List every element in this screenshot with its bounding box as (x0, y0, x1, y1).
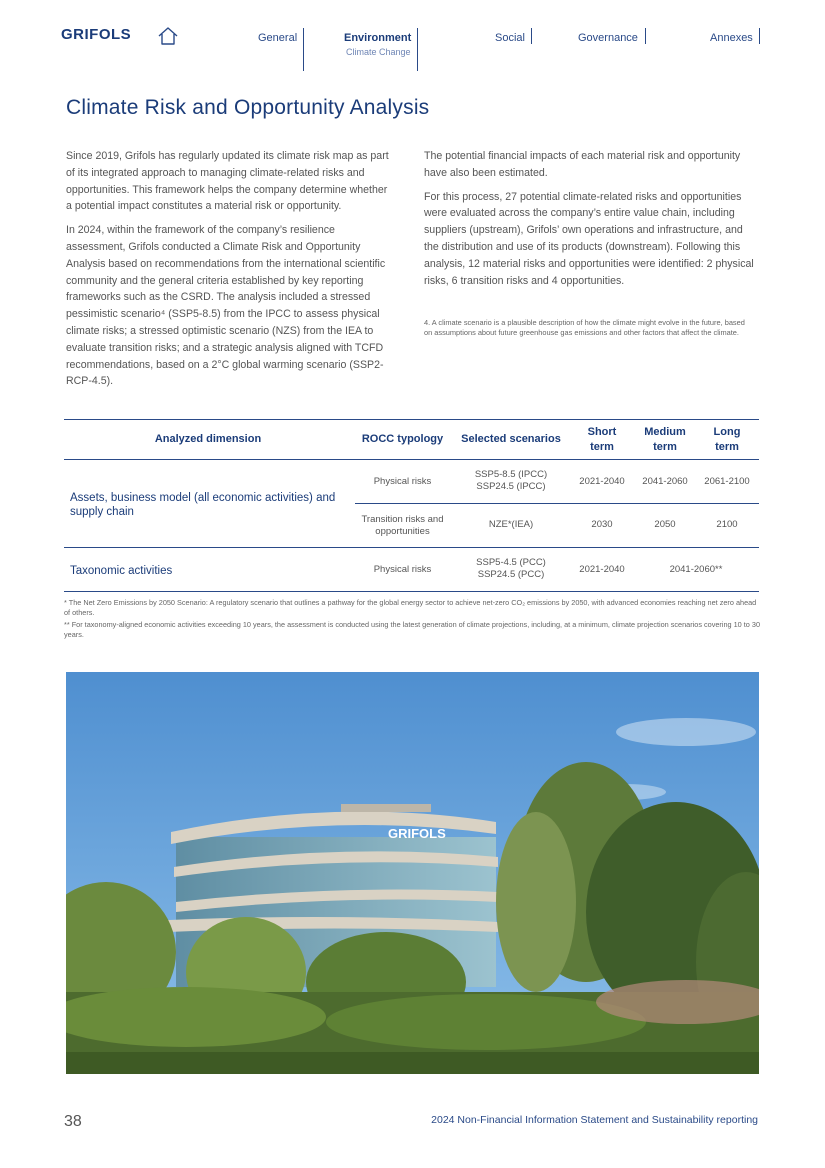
nav-divider (645, 28, 646, 44)
row2-dimension: Taxonomic activities (70, 565, 173, 577)
row2-scen1: SSP5-4.5 (PCC) (476, 557, 546, 568)
nav-divider (531, 28, 532, 44)
page-title: Climate Risk and Opportunity Analysis (66, 96, 430, 119)
th-long-l1: Long (713, 426, 741, 438)
row2-typology: Physical risks (373, 564, 432, 575)
nav-governance[interactable]: Governance (578, 32, 638, 44)
table-rule (64, 459, 759, 460)
nav-divider (303, 28, 304, 71)
th-short-l2: term (590, 441, 614, 453)
th-medium (635, 425, 695, 455)
th-long-l2: term (715, 441, 739, 453)
row1-dimension: Assets, business model (all economic activities) and supply chain (70, 492, 336, 518)
left-column (66, 148, 396, 397)
building-sign: GRIFOLS (388, 826, 446, 841)
row1b-short: 2030 (591, 519, 613, 530)
page-number: 38 (64, 1113, 82, 1130)
th-long (697, 425, 757, 455)
th-medium-l1: Medium (644, 426, 686, 438)
row2-scenarios (455, 557, 567, 581)
table-note-2: ** For taxonomy-aligned economic activities exceeding 10 years, the assessment is conducted using the latest generation of climate projections, including, at a minimum, climate projection scenarios covering 10 to 30 years. (64, 620, 760, 639)
nav-divider (759, 28, 760, 44)
report-title: 2024 Non-Financial Information Statement and Sustainability reporting (431, 1114, 758, 1126)
table-rule (64, 419, 759, 420)
home-icon[interactable] (157, 26, 179, 46)
th-medium-l2: term (653, 441, 677, 453)
row1a-long: 2061-2100 (704, 476, 750, 487)
row2-medium-long: 2041-2060** (669, 564, 723, 575)
table-rule (355, 503, 759, 504)
nav-environment[interactable]: Environment (344, 32, 412, 44)
nav-annexes[interactable]: Annexes (710, 32, 753, 44)
nav-divider (417, 28, 418, 71)
row1b-long: 2100 (716, 519, 738, 530)
paragraph: The potential financial impacts of each material risk and opportunity have also been estimated. (424, 150, 741, 179)
th-dimension: Analyzed dimension (154, 433, 262, 445)
row1b-medium: 2050 (654, 519, 676, 530)
headquarters-photo (66, 672, 759, 1074)
th-typology: ROCC typology (361, 433, 444, 445)
nav-general[interactable]: General (258, 32, 298, 44)
row1b-scenario: NZE*(IEA) (488, 519, 534, 530)
footnote-4: 4. A climate scenario is a plausible description of how the climate might evolve in the future, based on assumptions about future greenhouse gas emissions and other factors that affect the climate. (424, 318, 745, 337)
row1a-scen1: SSP5-8.5 (IPCC) (474, 469, 548, 480)
paragraph: Since 2019, Grifols has regularly updated its climate risk map as part of its integrated approach to managing climate-related risks and opportunities. This framework helps the company determine whether a potential impact constitutes a material risk or opportunity. (66, 150, 389, 213)
row1a-scen2: SSP24.5 (IPCC) (476, 481, 546, 492)
row1b-typology: Transition risks and opportunities (361, 514, 444, 537)
table-rule (64, 591, 759, 592)
row2-scen2: SSP24.5 (PCC) (477, 569, 545, 580)
table-rule (64, 547, 759, 548)
grifols-logo[interactable]: GRIFOLS (61, 26, 132, 43)
paragraph: In 2024, within the framework of the company’s resilience assessment, Grifols conducted a Climate Risk and Opportunity Analysis based on recommendations from the international scientific community and the general criteria established by key reporting frameworks such as the CSRD. The analysis included a stressed pessimistic scenario⁴ (SSP5-8.5) from the IPCC to assess physical climate risks; a stressed optimistic scenario (NZS) from the IEA to evaluate transition risks; and a strategic analysis aligned with TCFD recommendations, based on a 2°C global warming scenario (SSP2-RCP-4.5). (66, 224, 386, 388)
row1a-typology: Physical risks (373, 476, 432, 487)
row1a-scenarios (455, 469, 567, 493)
headquarters-illustration (66, 672, 759, 1074)
row2-short: 2021-2040 (579, 564, 625, 575)
row1a-short: 2021-2040 (579, 476, 625, 487)
nav-social[interactable]: Social (495, 32, 525, 44)
th-short-l1: Short (587, 426, 617, 438)
th-short (572, 425, 632, 455)
th-scenarios: Selected scenarios (461, 433, 561, 445)
table-note-1: * The Net Zero Emissions by 2050 Scenario: A regulatory scenario that outlines a pathway for the global energy sector to achieve net-zero CO₂ emissions by 2050, with advanced economies reaching net zero ahead of others. (64, 598, 757, 617)
right-column (424, 148, 754, 296)
row1a-medium: 2041-2060 (642, 476, 688, 487)
paragraph: For this process, 27 potential climate-related risks and opportunities were evaluated across the company’s entire value chain, including suppliers (upstream), Grifols’ own operations and infrastructure, and the distribution and use of its products (downstream). Following this analysis, 12 material risks and opportunities were identified: 2 physical risks, 6 transition risks and 4 opportunities. (424, 190, 754, 287)
nav-environment-sub[interactable]: Climate Change (346, 47, 411, 57)
